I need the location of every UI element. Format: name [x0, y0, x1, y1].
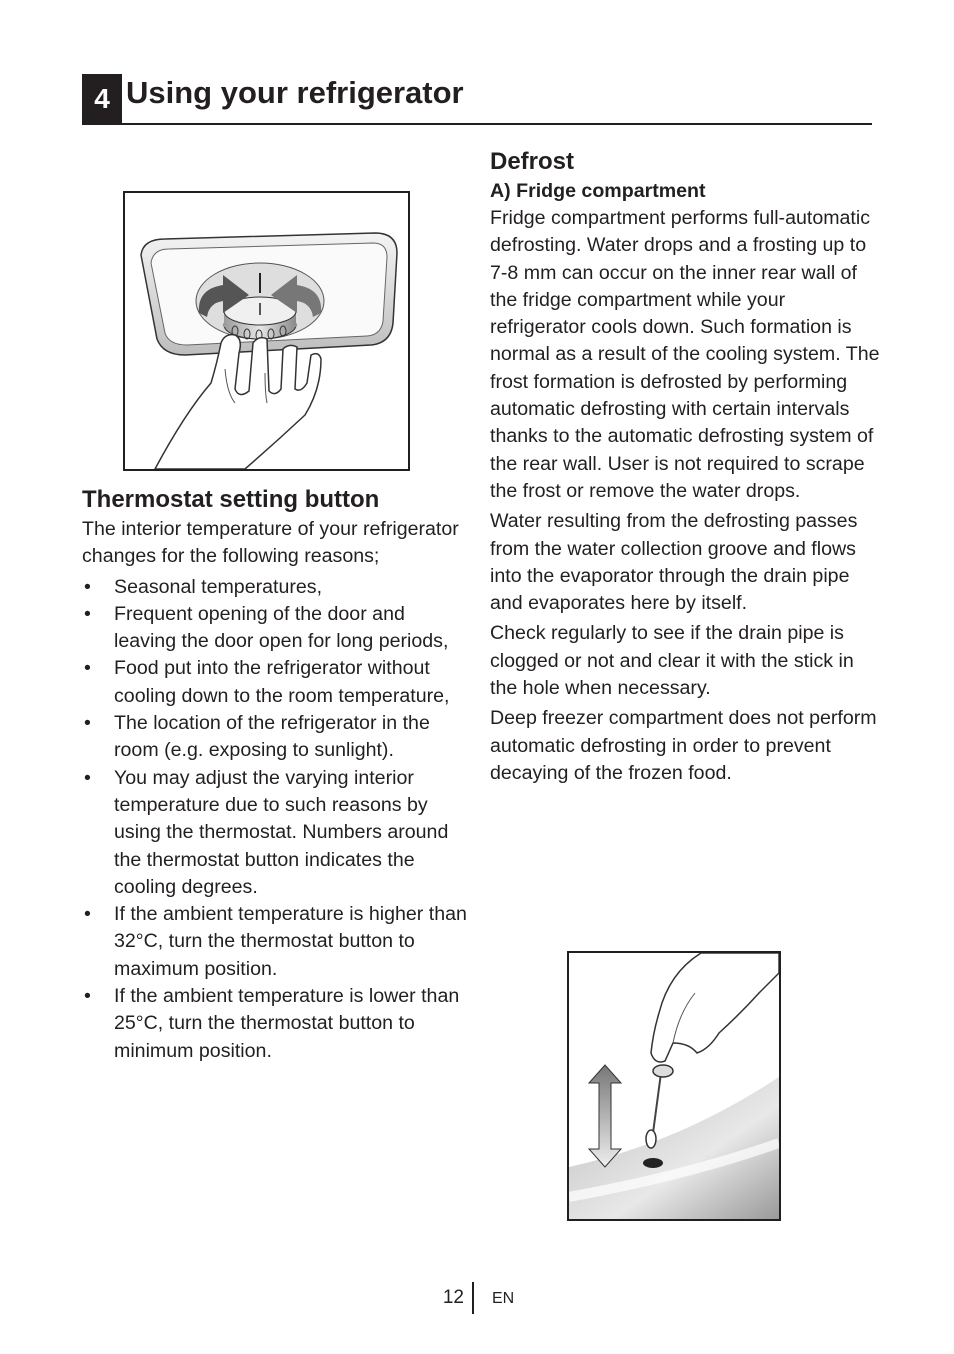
thermostat-illustration [123, 191, 410, 471]
fridge-compartment-subheading: A) Fridge compartment [490, 180, 706, 202]
footer-divider [472, 1282, 474, 1314]
defrost-paragraph: Deep freezer compartment does not perform automatic defrosting in order to prevent decaying of the frozen food. [490, 707, 877, 784]
chapter-header [82, 74, 872, 125]
thermostat-reasons-list [82, 574, 472, 1065]
thermostat-section [82, 484, 472, 1065]
language-code: EN [492, 1290, 515, 1307]
list-item: • Frequent opening of the door and leaving the door open for long periods, [82, 601, 472, 656]
defrost-paragraph: Check regularly to see if the drain pipe is clogged or not and clear it with the stick in the hole when necessary. [490, 622, 854, 700]
list-item: • The location of the refrigerator in the room (e.g. exposing to sunlight). [82, 710, 472, 765]
thermostat-intro: The interior temperature of your refrigerator changes for the following reasons; [82, 518, 459, 568]
defrost-section [490, 146, 882, 787]
page-title: Using your refrigerator [126, 75, 464, 110]
list-item: • Food put into the refrigerator without cooling down to the room temperature, [82, 655, 472, 710]
list-item: • You may adjust the varying interior temperature due to such reasons by using the thermostat. Numbers around the thermostat button indicates the cooling degrees. [82, 765, 472, 901]
page-number: 12 [442, 1287, 464, 1308]
list-item: • If the ambient temperature is higher than 32°C, turn the thermostat button to maximum position. [82, 901, 472, 983]
defrost-paragraph: Fridge compartment performs full-automatic defrosting. Water drops and a frosting up to 7-8 mm can occur on the inner rear wall of the fridge compartment while your refrigerator cools down. Such formation is normal as a result of the cooling system. The frost formation is defrosted by performing automatic defrosting with certain intervals thanks to the automatic defrosting system of the rear wall. User is not required to scrape the frost or remove the water drops. [490, 207, 880, 502]
drain-stick-image [569, 953, 779, 1219]
chapter-number-badge: 4 [82, 74, 122, 123]
list-item: • If the ambient temperature is lower than 25°C, turn the thermostat button to minimum position. [82, 983, 472, 1065]
thermostat-heading: Thermostat setting button [82, 486, 380, 513]
list-item: • Seasonal temperatures, [82, 574, 472, 601]
drain-cleaning-illustration [567, 951, 781, 1221]
hand-turning-thermostat-image [125, 193, 408, 469]
defrost-heading: Defrost [490, 148, 575, 175]
defrost-paragraph: Water resulting from the defrosting passes from the water collection groove and flows into the evaporator through the drain pipe and evaporates here by itself. [490, 510, 858, 615]
